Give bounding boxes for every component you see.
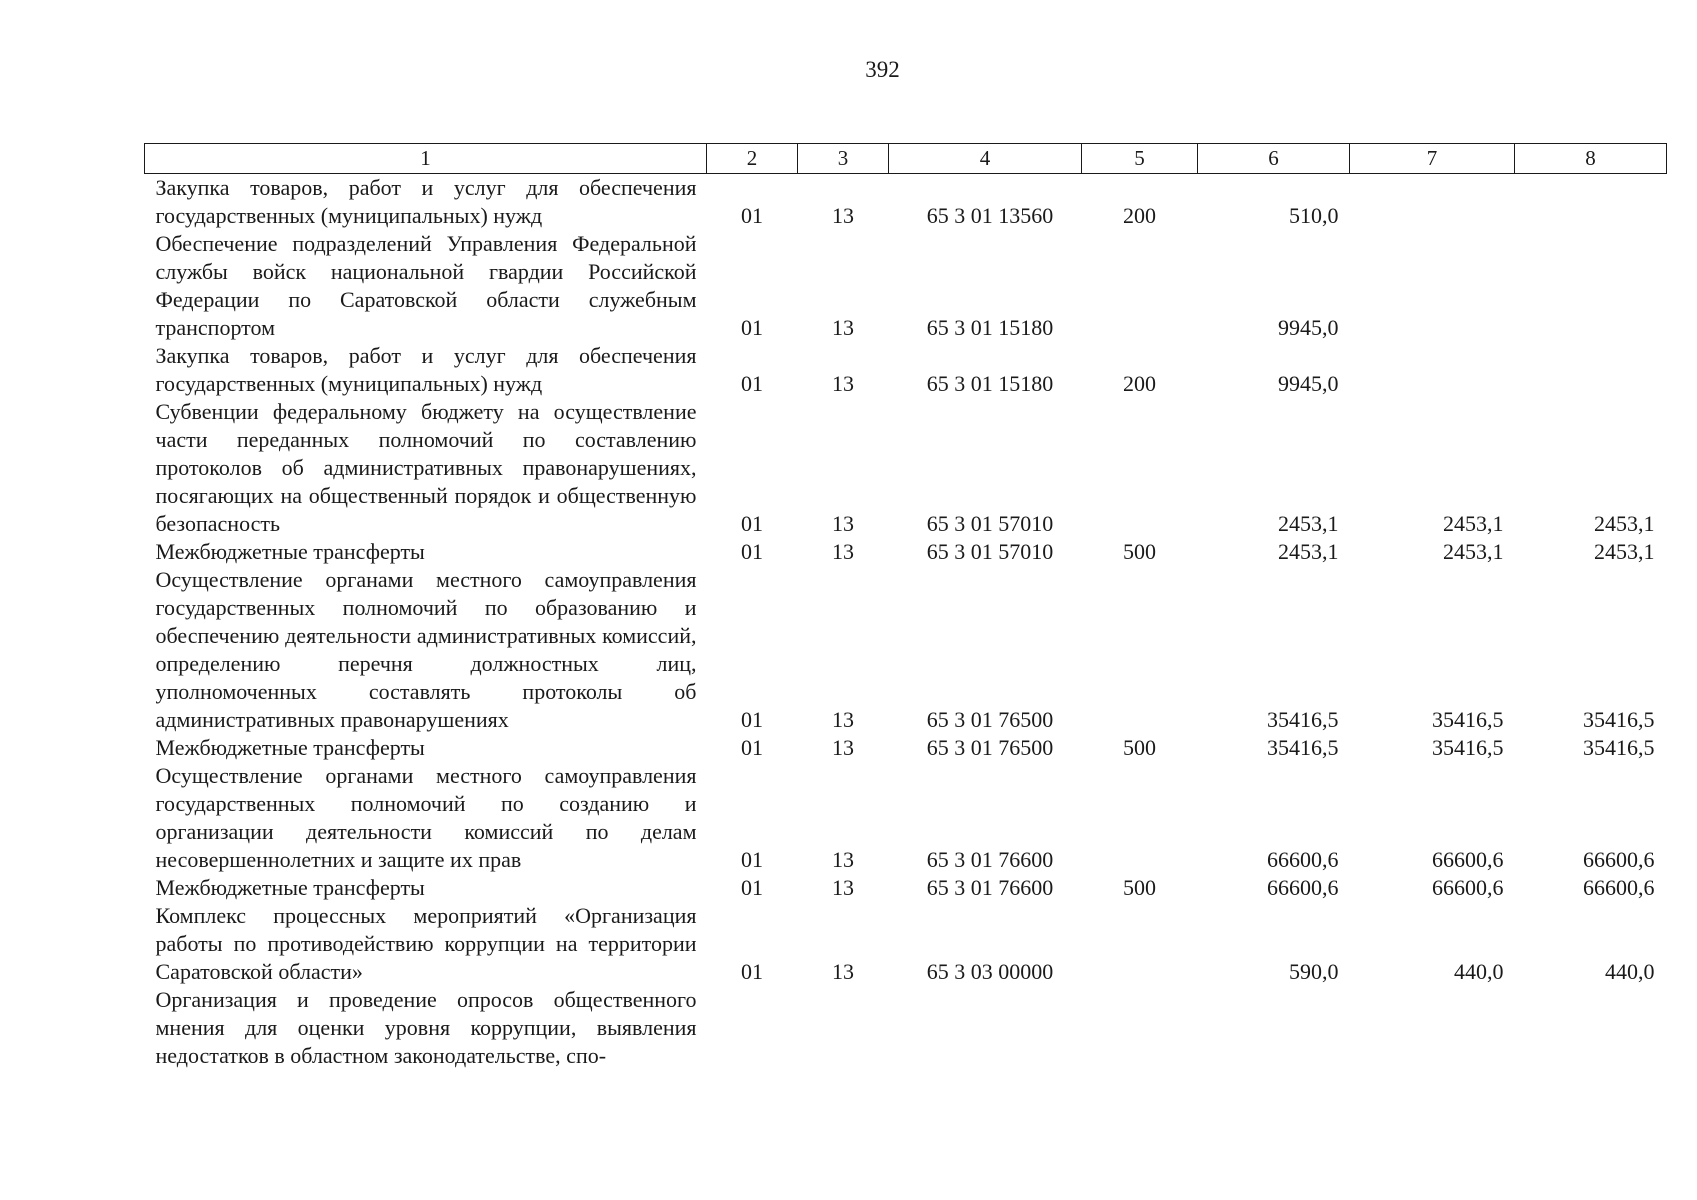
amount-year1-cell: 66600,6	[1267, 847, 1339, 872]
section-code-cell: 01	[741, 511, 763, 536]
expense-type-cell	[1082, 762, 1198, 874]
amount-year2-cell: 66600,6	[1432, 875, 1504, 900]
amount-year2-cell: 2453,1	[1443, 539, 1504, 564]
column-header-5: 5	[1082, 144, 1198, 174]
amount-year2-cell: 2453,1	[1443, 511, 1504, 536]
section-code-cell: 01	[741, 959, 763, 984]
budget-table	[144, 143, 1667, 1070]
target-article-cell: 65 3 03 00000	[926, 959, 1054, 984]
subsection-code-cell: 13	[832, 539, 854, 564]
subsection-code-cell	[798, 986, 889, 1070]
amount-year3-cell	[1515, 230, 1667, 342]
table-row	[145, 342, 1667, 398]
subsection-code-cell: 13	[832, 875, 854, 900]
amount-year3-cell: 440,0	[1605, 959, 1655, 984]
amount-year2-cell	[1350, 986, 1515, 1070]
target-article-cell: 65 3 01 13560	[926, 203, 1054, 228]
section-code-cell: 01	[741, 735, 763, 760]
target-article-cell: 65 3 01 76600	[926, 847, 1054, 872]
amount-year3-cell	[1515, 986, 1667, 1070]
column-header-1: 1	[145, 144, 707, 174]
table-row	[145, 762, 1667, 874]
subsection-code-cell: 13	[832, 203, 854, 228]
target-article-cell: 65 3 01 76500	[926, 735, 1054, 760]
amount-year2-cell: 35416,5	[1432, 707, 1504, 732]
subsection-code-cell: 13	[832, 707, 854, 732]
description-cell: Субвенции федеральному бюджету на осуществление части переданных полномочий по составлению протоколов об административных правонарушениях, посягающих на общественный порядок и общественную безопасность	[155, 399, 697, 536]
subsection-code-cell: 13	[832, 959, 854, 984]
expense-type-cell: 200	[1123, 371, 1156, 396]
target-article-cell: 65 3 01 15180	[926, 371, 1054, 396]
subsection-code-cell: 13	[832, 735, 854, 760]
column-header-6: 6	[1198, 144, 1350, 174]
target-article-cell: 65 3 01 76500	[926, 707, 1054, 732]
description-cell: Закупка товаров, работ и услуг для обеспечения государственных (муниципальных) нужд	[155, 343, 697, 396]
amount-year1-cell: 35416,5	[1267, 735, 1339, 760]
amount-year1-cell: 2453,1	[1278, 539, 1339, 564]
amount-year3-cell	[1515, 174, 1667, 231]
section-code-cell: 01	[741, 371, 763, 396]
table-row	[145, 734, 1667, 762]
table-row	[145, 986, 1667, 1070]
amount-year2-cell	[1350, 174, 1515, 231]
section-code-cell: 01	[741, 315, 763, 340]
target-article-cell: 65 3 01 15180	[926, 315, 1054, 340]
amount-year2-cell: 35416,5	[1432, 735, 1504, 760]
amount-year1-cell: 2453,1	[1278, 511, 1339, 536]
description-cell: Обеспечение подразделений Управления Федеральной службы войск национальной гвардии Российской Федерации по Саратовской области служебным транспортом	[155, 231, 697, 340]
section-code-cell: 01	[741, 875, 763, 900]
section-code-cell: 01	[741, 539, 763, 564]
section-code-cell: 01	[741, 203, 763, 228]
subsection-code-cell: 13	[832, 847, 854, 872]
amount-year1-cell	[1198, 986, 1350, 1070]
table-row	[145, 174, 1667, 231]
amount-year3-cell: 2453,1	[1594, 511, 1655, 536]
expense-type-cell	[1082, 902, 1198, 986]
description-cell: Межбюджетные трансферты	[155, 539, 425, 564]
amount-year3-cell: 66600,6	[1583, 875, 1655, 900]
table-row	[145, 398, 1667, 538]
subsection-code-cell: 13	[832, 371, 854, 396]
column-header-2: 2	[707, 144, 798, 174]
page-number: 392	[865, 57, 900, 82]
expense-type-cell: 500	[1123, 735, 1156, 760]
table-row	[145, 902, 1667, 986]
amount-year2-cell	[1350, 230, 1515, 342]
column-header-4: 4	[889, 144, 1082, 174]
table-row	[145, 538, 1667, 566]
description-cell: Межбюджетные трансферты	[155, 875, 425, 900]
amount-year2-cell: 440,0	[1454, 959, 1504, 984]
amount-year3-cell	[1515, 342, 1667, 398]
description-cell: Осуществление органами местного самоуправления государственных полномочий по созданию и организации деятельности комиссий по делам несовершеннолетних и защите их прав	[155, 763, 697, 872]
target-article-cell: 65 3 01 57010	[926, 511, 1054, 536]
table-row	[145, 566, 1667, 734]
column-header-8: 8	[1515, 144, 1667, 174]
amount-year1-cell: 9945,0	[1278, 315, 1339, 340]
amount-year1-cell: 590,0	[1289, 959, 1339, 984]
section-code-cell: 01	[741, 707, 763, 732]
expense-type-cell	[1082, 398, 1198, 538]
expense-type-cell: 500	[1123, 875, 1156, 900]
expense-type-cell: 500	[1123, 539, 1156, 564]
amount-year3-cell: 66600,6	[1583, 847, 1655, 872]
amount-year3-cell: 35416,5	[1583, 707, 1655, 732]
header-row	[145, 144, 1667, 174]
table-body	[145, 174, 1667, 1071]
column-header-7: 7	[1350, 144, 1515, 174]
table-row	[145, 230, 1667, 342]
amount-year1-cell: 66600,6	[1267, 875, 1339, 900]
amount-year2-cell	[1350, 342, 1515, 398]
target-article-cell	[889, 986, 1082, 1070]
target-article-cell: 65 3 01 76600	[926, 875, 1054, 900]
subsection-code-cell: 13	[832, 315, 854, 340]
amount-year1-cell: 510,0	[1289, 203, 1339, 228]
amount-year1-cell: 35416,5	[1267, 707, 1339, 732]
expense-type-cell: 200	[1123, 203, 1156, 228]
description-cell: Осуществление органами местного самоуправления государственных полномочий по образованию и обеспечению деятельности административных комиссий, определению перечня должностных лиц, уполномоченных составлять протоколы об административных правонарушениях	[155, 567, 697, 732]
amount-year2-cell: 66600,6	[1432, 847, 1504, 872]
description-cell: Закупка товаров, работ и услуг для обеспечения государственных (муниципальных) нужд	[155, 175, 697, 228]
description-cell: Межбюджетные трансферты	[155, 735, 425, 760]
description-cell: Организация и проведение опросов общественного мнения для оценки уровня коррупции, выявления недостатков в областном законодательстве, спо-	[155, 987, 697, 1068]
amount-year3-cell: 2453,1	[1594, 539, 1655, 564]
description-cell: Комплекс процессных мероприятий «Организация работы по противодействию коррупции на территории Саратовской области»	[155, 903, 697, 984]
expense-type-cell	[1082, 986, 1198, 1070]
amount-year1-cell: 9945,0	[1278, 371, 1339, 396]
amount-year3-cell: 35416,5	[1583, 735, 1655, 760]
subsection-code-cell: 13	[832, 511, 854, 536]
expense-type-cell	[1082, 566, 1198, 734]
section-code-cell: 01	[741, 847, 763, 872]
column-header-3: 3	[798, 144, 889, 174]
target-article-cell: 65 3 01 57010	[926, 539, 1054, 564]
section-code-cell	[707, 986, 798, 1070]
expense-type-cell	[1082, 230, 1198, 342]
table-row	[145, 874, 1667, 902]
